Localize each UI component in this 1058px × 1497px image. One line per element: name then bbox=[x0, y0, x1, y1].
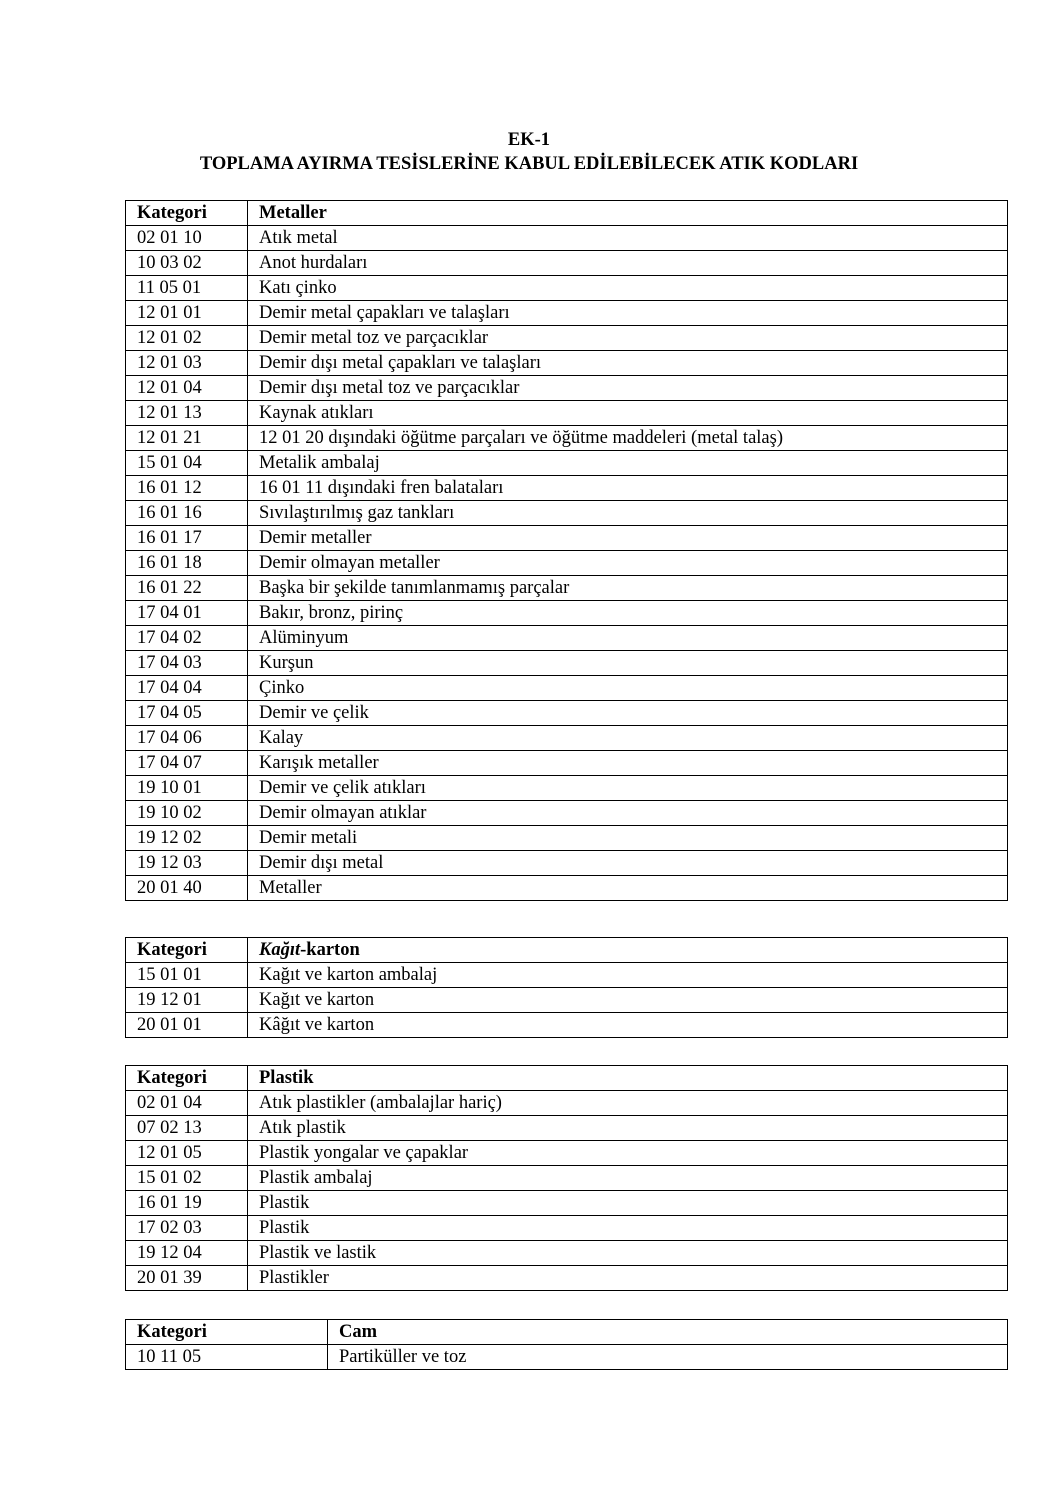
waste-code: 07 02 13 bbox=[126, 1116, 248, 1141]
table-row bbox=[126, 276, 1008, 301]
table-row bbox=[126, 1266, 1008, 1291]
waste-description: Çinko bbox=[248, 676, 1008, 701]
column-header-category: Kategori bbox=[126, 201, 248, 226]
waste-description: Atık plastikler (ambalajlar hariç) bbox=[248, 1091, 1008, 1116]
waste-code: 19 12 02 bbox=[126, 826, 248, 851]
waste-description: Kurşun bbox=[248, 651, 1008, 676]
waste-code: 17 04 05 bbox=[126, 701, 248, 726]
table-row bbox=[126, 988, 1008, 1013]
waste-code: 15 01 02 bbox=[126, 1166, 248, 1191]
table-row bbox=[126, 601, 1008, 626]
waste-description: Atık metal bbox=[248, 226, 1008, 251]
table-row bbox=[126, 776, 1008, 801]
waste-code: 17 02 03 bbox=[126, 1216, 248, 1241]
waste-code: 12 01 21 bbox=[126, 426, 248, 451]
waste-description: 16 01 11 dışındaki fren balataları bbox=[248, 476, 1008, 501]
column-header-category: Kategori bbox=[126, 938, 248, 963]
waste-description: Demir olmayan atıklar bbox=[248, 801, 1008, 826]
waste-description: Başka bir şekilde tanımlanmamış parçalar bbox=[248, 576, 1008, 601]
waste-description: Demir metali bbox=[248, 826, 1008, 851]
waste-description: Kaynak atıkları bbox=[248, 401, 1008, 426]
column-header-group bbox=[248, 938, 1008, 963]
waste-code: 20 01 40 bbox=[126, 876, 248, 901]
waste-description: Metaller bbox=[248, 876, 1008, 901]
table-row bbox=[126, 1166, 1008, 1191]
waste-code: 20 01 39 bbox=[126, 1266, 248, 1291]
waste-description: Plastikler bbox=[248, 1266, 1008, 1291]
waste-description: Katı çinko bbox=[248, 276, 1008, 301]
column-header-group: Plastik bbox=[248, 1066, 1008, 1091]
table-row bbox=[126, 426, 1008, 451]
table-row bbox=[126, 676, 1008, 701]
waste-description: Demir dışı metal çapakları ve talaşları bbox=[248, 351, 1008, 376]
column-header-category: Kategori bbox=[126, 1066, 248, 1091]
waste-description: Kağıt ve karton bbox=[248, 988, 1008, 1013]
waste-code: 19 10 01 bbox=[126, 776, 248, 801]
waste-code: 20 01 01 bbox=[126, 1013, 248, 1038]
waste-description: Bakır, bronz, pirinç bbox=[248, 601, 1008, 626]
waste-code: 17 04 01 bbox=[126, 601, 248, 626]
waste-code: 12 01 01 bbox=[126, 301, 248, 326]
waste-code: 10 11 05 bbox=[126, 1345, 328, 1370]
waste-code: 16 01 19 bbox=[126, 1191, 248, 1216]
waste-code: 16 01 17 bbox=[126, 526, 248, 551]
table-row bbox=[126, 626, 1008, 651]
waste-code: 12 01 13 bbox=[126, 401, 248, 426]
waste-code: 19 12 01 bbox=[126, 988, 248, 1013]
paper-cardboard-table bbox=[125, 937, 1008, 1038]
table-row bbox=[126, 1091, 1008, 1116]
waste-description: Karışık metaller bbox=[248, 751, 1008, 776]
waste-description: Plastik ambalaj bbox=[248, 1166, 1008, 1191]
group-name-italic: Kağıt bbox=[259, 940, 301, 960]
table-row bbox=[126, 1116, 1008, 1141]
table-row bbox=[126, 701, 1008, 726]
table-row bbox=[126, 326, 1008, 351]
table-row bbox=[126, 226, 1008, 251]
table-row bbox=[126, 651, 1008, 676]
table-row bbox=[126, 1216, 1008, 1241]
waste-code: 12 01 02 bbox=[126, 326, 248, 351]
table-header-row bbox=[126, 1066, 1008, 1091]
column-header-group: Metaller bbox=[248, 201, 1008, 226]
column-header-group: Cam bbox=[328, 1320, 1008, 1345]
metals-table bbox=[125, 200, 1008, 901]
annex-heading: EK-1 bbox=[507, 130, 551, 150]
waste-code: 17 04 03 bbox=[126, 651, 248, 676]
waste-description: Metalik ambalaj bbox=[248, 451, 1008, 476]
column-header-category: Kategori bbox=[126, 1320, 328, 1345]
table-row bbox=[126, 1241, 1008, 1266]
table-row bbox=[126, 401, 1008, 426]
table-row bbox=[126, 1345, 1008, 1370]
table-row bbox=[126, 826, 1008, 851]
plastic-table bbox=[125, 1065, 1008, 1291]
waste-description: 12 01 20 dışındaki öğütme parçaları ve öğütme maddeleri (metal talaş) bbox=[248, 426, 1008, 451]
waste-code: 17 04 02 bbox=[126, 626, 248, 651]
waste-code: 17 04 04 bbox=[126, 676, 248, 701]
waste-code: 15 01 04 bbox=[126, 451, 248, 476]
table-row bbox=[126, 251, 1008, 276]
table-row bbox=[126, 501, 1008, 526]
waste-description: Kağıt ve karton ambalaj bbox=[248, 963, 1008, 988]
waste-description: Plastik yongalar ve çapaklar bbox=[248, 1141, 1008, 1166]
table-row bbox=[126, 551, 1008, 576]
waste-code: 17 04 07 bbox=[126, 751, 248, 776]
waste-description: Kâğıt ve karton bbox=[248, 1013, 1008, 1038]
table-row bbox=[126, 801, 1008, 826]
waste-code: 16 01 12 bbox=[126, 476, 248, 501]
table-row bbox=[126, 1141, 1008, 1166]
waste-code: 15 01 01 bbox=[126, 963, 248, 988]
waste-code: 19 12 04 bbox=[126, 1241, 248, 1266]
table-row bbox=[126, 1013, 1008, 1038]
waste-description: Plastik bbox=[248, 1191, 1008, 1216]
table-row bbox=[126, 1191, 1008, 1216]
waste-code: 17 04 06 bbox=[126, 726, 248, 751]
waste-description: Demir dışı metal bbox=[248, 851, 1008, 876]
table-row bbox=[126, 526, 1008, 551]
waste-description: Plastik ve lastik bbox=[248, 1241, 1008, 1266]
waste-description: Kalay bbox=[248, 726, 1008, 751]
waste-code: 12 01 05 bbox=[126, 1141, 248, 1166]
waste-code: 19 12 03 bbox=[126, 851, 248, 876]
waste-description: Demir metaller bbox=[248, 526, 1008, 551]
table-row bbox=[126, 751, 1008, 776]
waste-code: 02 01 10 bbox=[126, 226, 248, 251]
waste-code: 02 01 04 bbox=[126, 1091, 248, 1116]
table-row bbox=[126, 851, 1008, 876]
waste-code: 16 01 22 bbox=[126, 576, 248, 601]
table-row bbox=[126, 963, 1008, 988]
waste-description: Demir metal çapakları ve talaşları bbox=[248, 301, 1008, 326]
waste-description: Demir metal toz ve parçacıklar bbox=[248, 326, 1008, 351]
document-title: TOPLAMA AYIRMA TESİSLERİNE KABUL EDİLEBİLECEK ATIK KODLARI bbox=[199, 154, 859, 174]
waste-code: 19 10 02 bbox=[126, 801, 248, 826]
table-header-row bbox=[126, 1320, 1008, 1345]
waste-code: 12 01 03 bbox=[126, 351, 248, 376]
waste-description: Anot hurdaları bbox=[248, 251, 1008, 276]
waste-code: 12 01 04 bbox=[126, 376, 248, 401]
waste-description: Partiküller ve toz bbox=[328, 1345, 1008, 1370]
waste-description: Demir olmayan metaller bbox=[248, 551, 1008, 576]
waste-description: Demir dışı metal toz ve parçacıklar bbox=[248, 376, 1008, 401]
waste-description: Demir ve çelik atıkları bbox=[248, 776, 1008, 801]
waste-code: 10 03 02 bbox=[126, 251, 248, 276]
table-header-row bbox=[126, 201, 1008, 226]
waste-code: 16 01 16 bbox=[126, 501, 248, 526]
waste-description: Atık plastik bbox=[248, 1116, 1008, 1141]
table-row bbox=[126, 726, 1008, 751]
glass-table bbox=[125, 1319, 1008, 1370]
table-header-row bbox=[126, 938, 1008, 963]
table-row bbox=[126, 876, 1008, 901]
waste-description: Plastik bbox=[248, 1216, 1008, 1241]
waste-code: 11 05 01 bbox=[126, 276, 248, 301]
waste-description: Alüminyum bbox=[248, 626, 1008, 651]
table-row bbox=[126, 476, 1008, 501]
table-row bbox=[126, 576, 1008, 601]
group-name-rest: -karton bbox=[300, 940, 360, 960]
waste-description: Demir ve çelik bbox=[248, 701, 1008, 726]
table-row bbox=[126, 376, 1008, 401]
waste-description: Sıvılaştırılmış gaz tankları bbox=[248, 501, 1008, 526]
table-row bbox=[126, 301, 1008, 326]
waste-code: 16 01 18 bbox=[126, 551, 248, 576]
table-row bbox=[126, 451, 1008, 476]
table-row bbox=[126, 351, 1008, 376]
